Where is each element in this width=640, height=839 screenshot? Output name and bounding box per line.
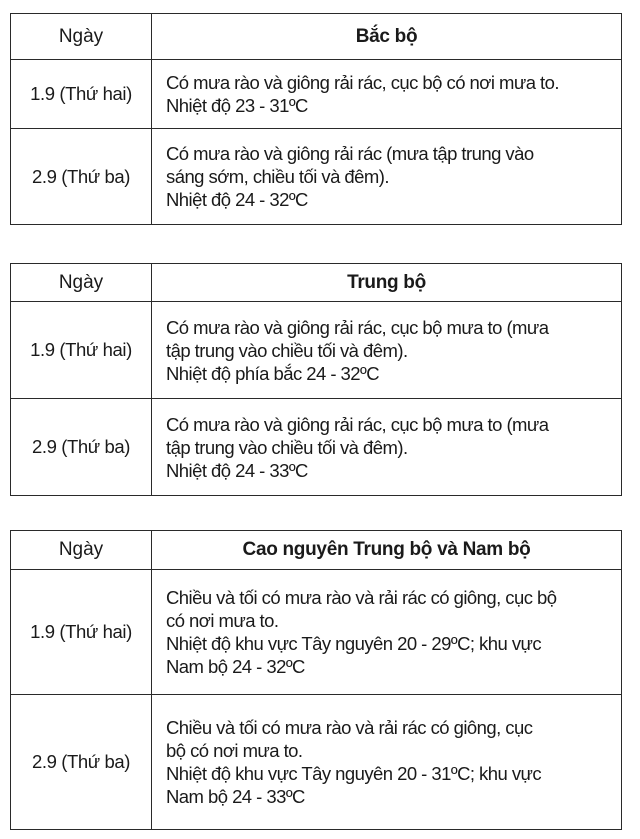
date-cell: 2.9 (Thứ ba) <box>11 695 152 830</box>
temperature-line: Nam bộ 24 - 33ºC <box>166 786 305 807</box>
temperature-line: Nhiệt độ phía bắc 24 - 32ºC <box>166 362 380 384</box>
forecast-table-bac-bo <box>10 13 622 225</box>
temperature-line: Nhiệt độ khu vực Tây nguyên 20 - 29ºC; khu vực <box>166 633 542 654</box>
forecast-cell <box>152 60 622 129</box>
forecast-table-trung-bo <box>10 263 622 496</box>
date-column-header: Ngày <box>11 531 152 570</box>
forecast-line: có nơi mưa to. <box>166 610 279 631</box>
table-header-row <box>11 264 622 302</box>
table-row <box>11 302 622 399</box>
forecast-line: Có mưa rào và giông rải rác, cục bộ mưa to (mưa <box>166 413 549 435</box>
forecast-cell <box>152 570 622 695</box>
region-column-header: Cao nguyên Trung bộ và Nam bộ <box>152 531 622 570</box>
forecast-line: Có mưa rào và giông rải rác, cục bộ có nơi mưa to. <box>166 72 559 93</box>
table-header-row <box>11 14 622 60</box>
table-row <box>11 129 622 225</box>
forecast-line: Có mưa rào và giông rải rác (mưa tập trung vào <box>166 143 534 164</box>
date-column-header: Ngày <box>11 264 152 302</box>
temperature-line: Nam bộ 24 - 32ºC <box>166 656 305 677</box>
forecast-line: tập trung vào chiều tối và đêm). <box>166 339 408 361</box>
forecast-cell <box>152 129 622 225</box>
forecast-cell <box>152 695 622 830</box>
date-cell: 1.9 (Thứ hai) <box>11 60 152 129</box>
table-row <box>11 695 622 830</box>
region-column-header: Trung bộ <box>152 264 622 302</box>
forecast-line: Chiều và tối có mưa rào và rải rác có giông, cục bộ <box>166 587 557 608</box>
date-column-header: Ngày <box>11 14 152 60</box>
temperature-line: Nhiệt độ 24 - 33ºC <box>166 459 308 481</box>
forecast-table-cao-nguyen-nam-bo <box>10 530 622 830</box>
forecast-line: Chiều và tối có mưa rào và rải rác có giông, cục <box>166 717 533 738</box>
table-header-row <box>11 531 622 570</box>
table-row <box>11 399 622 496</box>
date-cell: 2.9 (Thứ ba) <box>11 399 152 496</box>
date-cell: 1.9 (Thứ hai) <box>11 570 152 695</box>
table-row <box>11 60 622 129</box>
date-cell: 2.9 (Thứ ba) <box>11 129 152 225</box>
temperature-line: Nhiệt độ 24 - 32ºC <box>166 189 308 210</box>
forecast-cell <box>152 302 622 399</box>
forecast-line: bộ có nơi mưa to. <box>166 740 303 761</box>
forecast-cell <box>152 399 622 496</box>
date-cell: 1.9 (Thứ hai) <box>11 302 152 399</box>
table-row <box>11 570 622 695</box>
temperature-line: Nhiệt độ khu vực Tây nguyên 20 - 31ºC; khu vực <box>166 763 542 784</box>
forecast-line: Có mưa rào và giông rải rác, cục bộ mưa to (mưa <box>166 316 549 338</box>
temperature-line: Nhiệt độ 23 - 31ºC <box>166 95 308 116</box>
forecast-line: tập trung vào chiều tối và đêm). <box>166 436 408 458</box>
forecast-line: sáng sớm, chiều tối và đêm). <box>166 166 389 187</box>
region-column-header: Bắc bộ <box>152 14 622 60</box>
